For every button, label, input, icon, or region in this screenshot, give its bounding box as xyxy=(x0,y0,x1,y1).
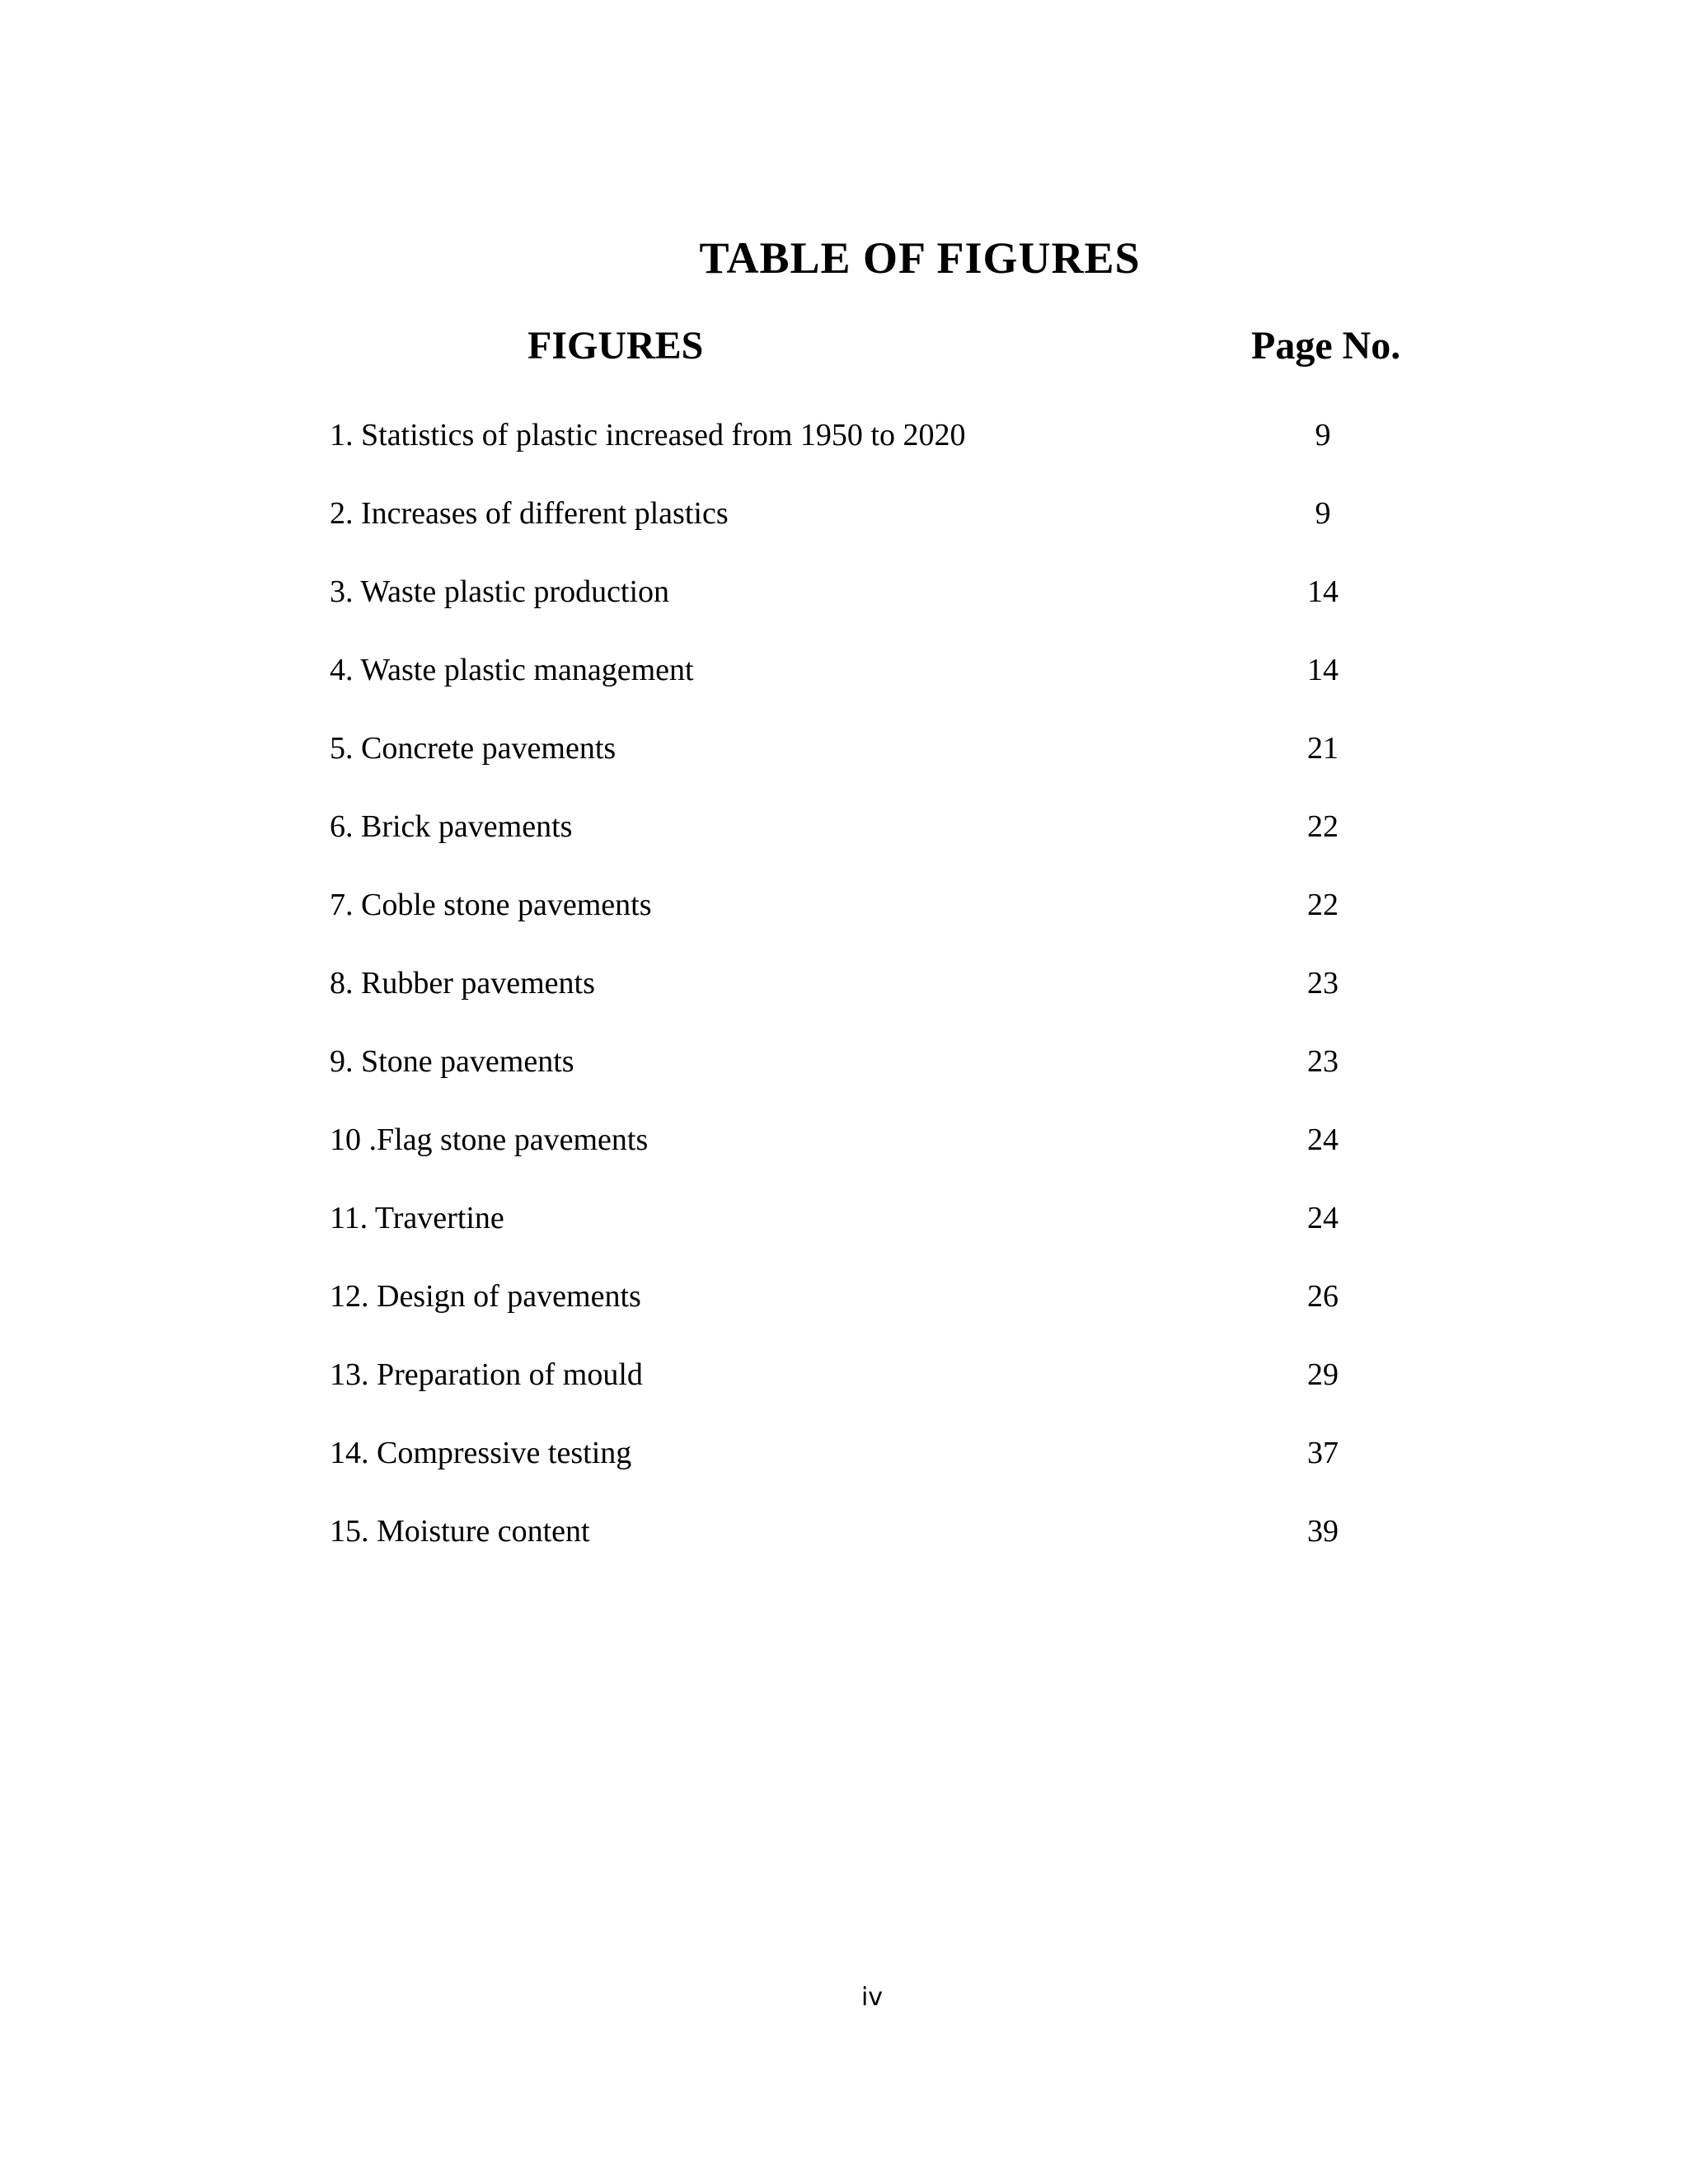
figure-page-number: 9 xyxy=(1315,496,1331,531)
figure-entry xyxy=(330,882,1401,928)
figure-page-number: 23 xyxy=(1307,966,1339,1001)
figure-entry xyxy=(330,725,1401,771)
figure-title: 3. Waste plastic production xyxy=(330,574,670,609)
figure-page-number: 37 xyxy=(1307,1436,1339,1470)
figure-title: 2. Increases of different plastics xyxy=(330,496,729,531)
figure-entry xyxy=(330,804,1401,850)
figure-entry xyxy=(330,1430,1401,1476)
figure-page-number: 22 xyxy=(1307,888,1339,922)
figure-page-number: 21 xyxy=(1307,731,1339,766)
figure-page-number: 14 xyxy=(1307,653,1339,687)
figure-title: 12. Design of pavements xyxy=(330,1279,641,1314)
figure-entry xyxy=(330,647,1401,693)
figure-page-number: 39 xyxy=(1307,1514,1339,1549)
figure-entry xyxy=(330,1117,1401,1163)
figure-entry xyxy=(330,1273,1401,1319)
figure-title: 11. Travertine xyxy=(330,1201,504,1235)
figure-entry xyxy=(330,490,1401,537)
figure-title: 8. Rubber pavements xyxy=(330,966,595,1001)
figure-entry xyxy=(330,1508,1401,1554)
figure-page-number: 23 xyxy=(1307,1044,1339,1079)
figure-page-number: 24 xyxy=(1307,1201,1339,1235)
figure-title: 7. Coble stone pavements xyxy=(330,888,652,922)
figure-entry xyxy=(330,1352,1401,1398)
figure-entry xyxy=(330,569,1401,615)
figure-page-number: 22 xyxy=(1307,809,1339,844)
figure-title: 1. Statistics of plastic increased from 1950 to 2020 xyxy=(330,418,966,452)
page-footer-number: iv xyxy=(860,1983,884,2012)
figure-entry xyxy=(330,1038,1401,1085)
figure-entry xyxy=(330,960,1401,1006)
figure-entry xyxy=(330,412,1401,458)
figure-title: 10 .Flag stone pavements xyxy=(330,1122,649,1157)
figure-page-number: 9 xyxy=(1315,418,1331,452)
page-title: TABLE OF FIGURES xyxy=(699,233,1141,283)
figure-page-number: 26 xyxy=(1307,1279,1339,1314)
figure-title: 13. Preparation of mould xyxy=(330,1357,643,1392)
figure-title: 15. Moisture content xyxy=(330,1514,590,1549)
figure-title: 6. Brick pavements xyxy=(330,809,573,844)
page-number-column-header: Page No. xyxy=(1251,324,1401,368)
figure-page-number: 14 xyxy=(1307,574,1339,609)
figure-title: 4. Waste plastic management xyxy=(330,653,694,687)
figure-title: 5. Concrete pavements xyxy=(330,731,617,766)
figure-page-number: 24 xyxy=(1307,1122,1339,1157)
figure-entry xyxy=(330,1195,1401,1241)
figure-title: 14. Compressive testing xyxy=(330,1436,632,1470)
figure-title: 9. Stone pavements xyxy=(330,1044,574,1079)
figure-page-number: 29 xyxy=(1307,1357,1339,1392)
figures-column-header: FIGURES xyxy=(528,324,704,368)
